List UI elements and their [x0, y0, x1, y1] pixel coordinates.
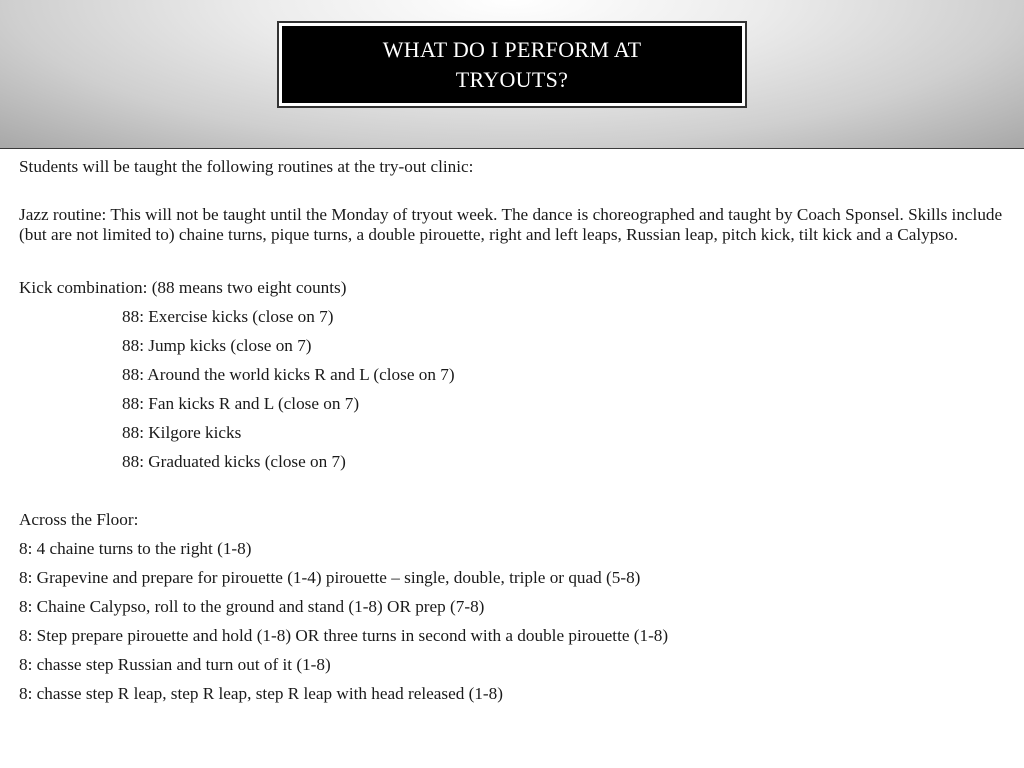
slide-title: WHAT DO I PERFORM AT TRYOUTS? — [382, 36, 642, 92]
jazz-routine-text: Jazz routine: This will not be taught until the Monday of tryout week. The dance is choreographed and taught by Coach Sponsel. Skills include (but are not limited to) chaine turns, pique turns, a double pirouette, right and left leaps, Russian leap, pitch kick, tilt kick and a Calypso. — [19, 205, 1003, 244]
floor-item: 8: chasse step R leap, step R leap, step R leap with head released (1-8) — [19, 684, 503, 703]
floor-item: 8: Chaine Calypso, roll to the ground and stand (1-8) OR prep (7-8) — [19, 597, 485, 616]
floor-item: 8: Grapevine and prepare for pirouette (1-4) pirouette – single, double, triple or quad (5-8) — [19, 568, 641, 587]
title-box — [277, 21, 747, 108]
across-the-floor-heading: Across the Floor: — [19, 510, 139, 529]
slide-body — [19, 157, 1004, 708]
kick-item: 88: Graduated kicks (close on 7) — [122, 452, 346, 471]
kick-item: 88: Kilgore kicks — [122, 423, 242, 442]
intro-text: Students will be taught the following routines at the try-out clinic: — [19, 157, 474, 176]
kick-item: 88: Exercise kicks (close on 7) — [122, 307, 334, 326]
across-the-floor-list — [19, 534, 1004, 708]
kick-combination-heading: Kick combination: (88 means two eight counts) — [19, 278, 347, 297]
floor-item: 8: Step prepare pirouette and hold (1-8) OR three turns in second with a double pirouette (1-8) — [19, 626, 669, 645]
kick-item: 88: Fan kicks R and L (close on 7) — [122, 394, 360, 413]
header-band — [0, 0, 1024, 149]
title-inner — [282, 26, 742, 103]
floor-item: 8: chasse step Russian and turn out of it (1-8) — [19, 655, 331, 674]
kick-combination-list — [19, 302, 1004, 476]
floor-item: 8: 4 chaine turns to the right (1-8) — [19, 539, 252, 558]
kick-item: 88: Around the world kicks R and L (close on 7) — [122, 365, 455, 384]
kick-item: 88: Jump kicks (close on 7) — [122, 336, 312, 355]
